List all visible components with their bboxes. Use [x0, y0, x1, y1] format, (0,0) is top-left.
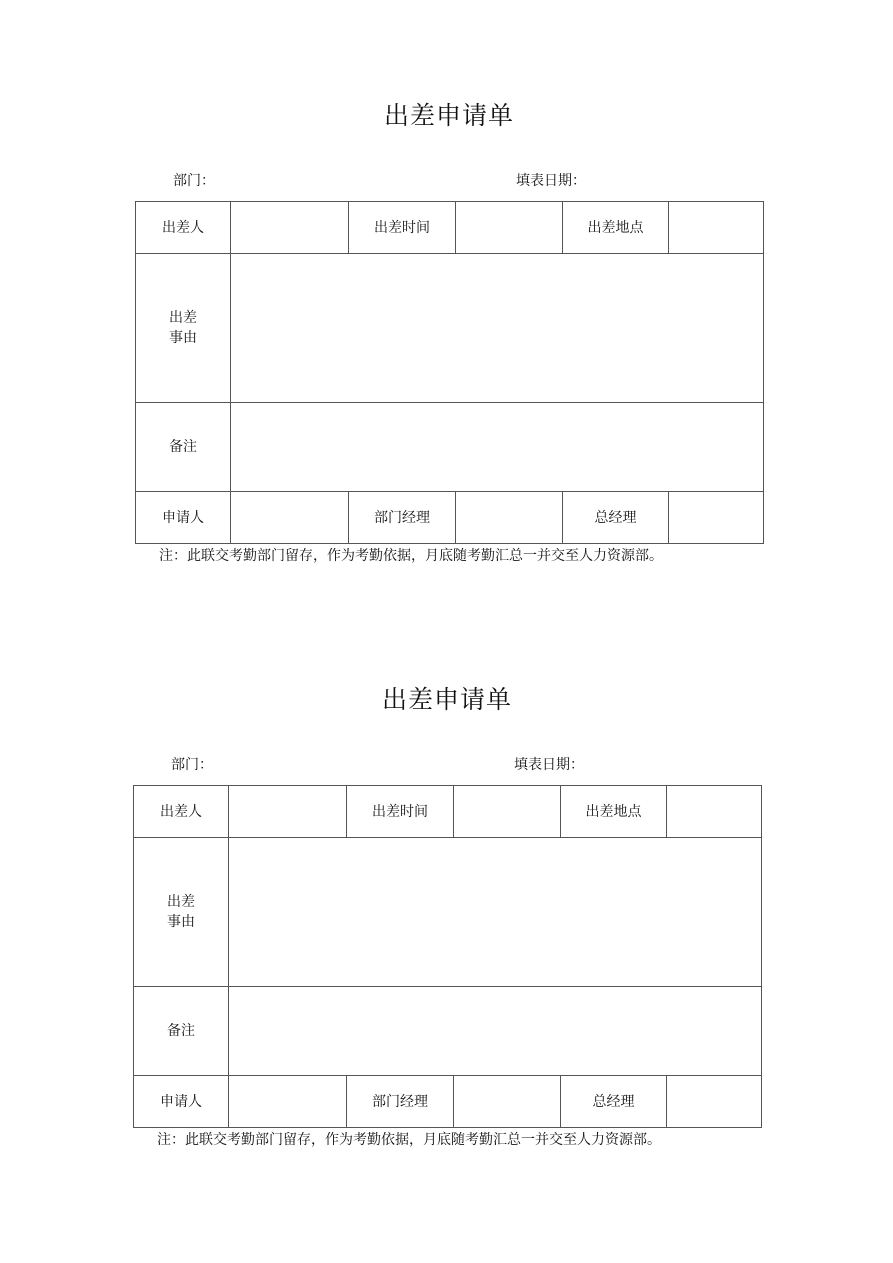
dept-manager-label: 部门经理	[347, 1076, 454, 1128]
applicant-field[interactable]	[229, 1076, 347, 1128]
travel-reason-label-line1: 出差	[167, 894, 195, 910]
department-label: 部门：	[171, 757, 213, 773]
remarks-label: 备注	[136, 403, 231, 492]
table-row	[136, 254, 764, 403]
remarks-label: 备注	[134, 987, 229, 1076]
travel-time-field[interactable]	[454, 786, 561, 838]
travel-reason-label	[134, 838, 229, 987]
dept-manager-label: 部门经理	[349, 492, 456, 544]
travel-place-field[interactable]	[669, 202, 764, 254]
applicant-label: 申请人	[134, 1076, 229, 1128]
table-row	[134, 838, 762, 987]
travel-place-label: 出差地点	[561, 786, 667, 838]
travel-reason-field[interactable]	[231, 254, 764, 403]
travel-place-label: 出差地点	[563, 202, 669, 254]
applicant-label: 申请人	[136, 492, 231, 544]
general-manager-field[interactable]	[667, 1076, 762, 1128]
travel-reason-label-line1: 出差	[169, 310, 197, 326]
travel-reason-label	[136, 254, 231, 403]
footnote: 注：此联交考勤部门留存，作为考勤依据，月底随考勤汇总一并交至人力资源部。	[159, 548, 663, 564]
general-manager-field[interactable]	[669, 492, 764, 544]
remarks-field[interactable]	[231, 403, 764, 492]
dept-manager-field[interactable]	[454, 1076, 561, 1128]
table-row	[134, 987, 762, 1076]
travel-place-field[interactable]	[667, 786, 762, 838]
form-title: 出差申请单	[381, 685, 512, 714]
travel-time-label: 出差时间	[347, 786, 454, 838]
general-manager-label: 总经理	[561, 1076, 667, 1128]
department-label: 部门：	[173, 173, 215, 189]
table-row	[134, 786, 762, 838]
fill-date-label: 填表日期：	[516, 173, 586, 189]
fill-date-label: 填表日期：	[514, 757, 584, 773]
traveler-label: 出差人	[134, 786, 229, 838]
traveler-field[interactable]	[229, 786, 347, 838]
footnote: 注：此联交考勤部门留存，作为考勤依据，月底随考勤汇总一并交至人力资源部。	[157, 1132, 661, 1148]
general-manager-label: 总经理	[563, 492, 669, 544]
request-table	[135, 201, 764, 544]
applicant-field[interactable]	[231, 492, 349, 544]
table-row	[134, 1076, 762, 1128]
travel-reason-label-line2: 事由	[167, 914, 195, 930]
travel-time-label: 出差时间	[349, 202, 456, 254]
request-table	[133, 785, 762, 1128]
traveler-label: 出差人	[136, 202, 231, 254]
travel-reason-field[interactable]	[229, 838, 762, 987]
table-row	[136, 202, 764, 254]
travel-reason-label-line2: 事由	[169, 330, 197, 346]
table-row	[136, 492, 764, 544]
table-row	[136, 403, 764, 492]
dept-manager-field[interactable]	[456, 492, 563, 544]
remarks-field[interactable]	[229, 987, 762, 1076]
traveler-field[interactable]	[231, 202, 349, 254]
travel-time-field[interactable]	[456, 202, 563, 254]
form-title: 出差申请单	[383, 101, 514, 130]
